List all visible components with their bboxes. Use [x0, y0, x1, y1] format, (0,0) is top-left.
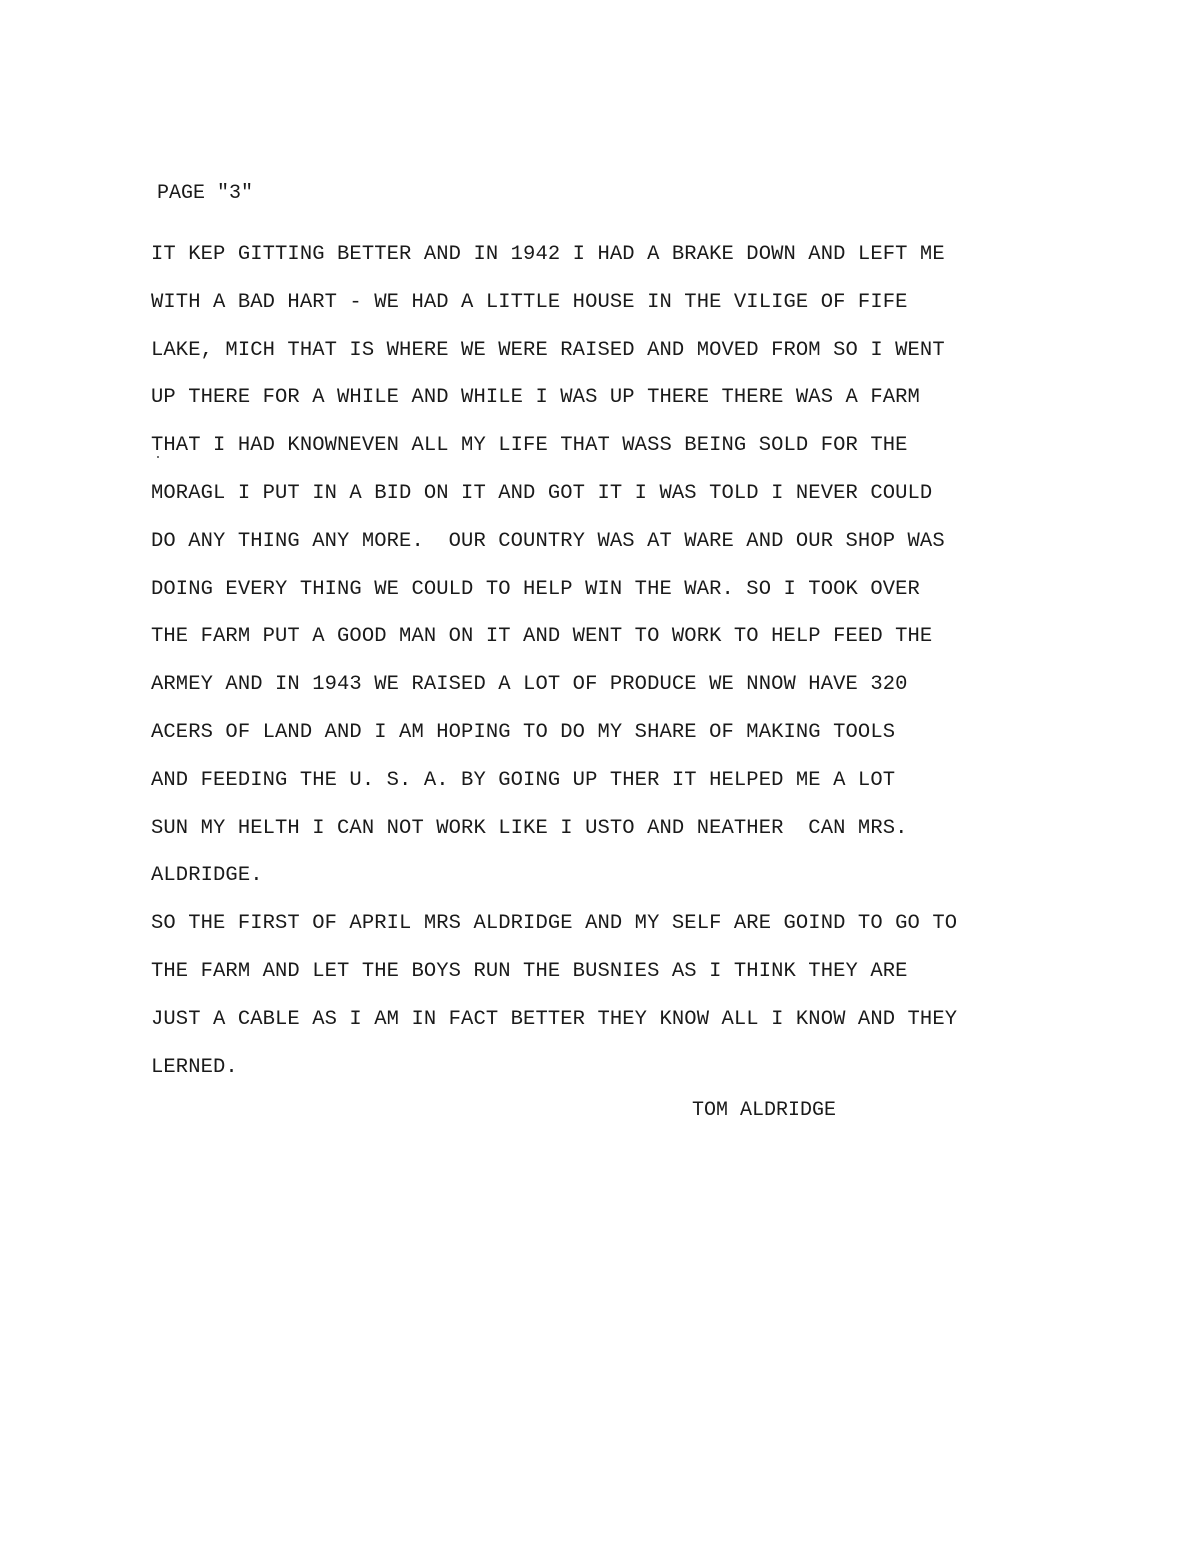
signature-name: TOM ALDRIDGE: [692, 1099, 837, 1122]
body-line: WITH A BAD HART - WE HAD A LITTLE HOUSE IN THE VILIGE OF FIFE: [151, 290, 908, 314]
body-line: THAT I HAD KNOWNEVEN ALL MY LIFE THAT WASS BEING SOLD FOR THE: [151, 434, 908, 458]
body-line: THE FARM PUT A GOOD MAN ON IT AND WENT TO WORK TO HELP FEED THE: [151, 625, 933, 649]
letter-body: [151, 231, 1091, 1091]
body-line: THE FARM AND LET THE BOYS RUN THE BUSNIES AS I THINK THEY ARE: [151, 959, 908, 983]
body-line: LERNED.: [151, 1055, 238, 1079]
page-number-label: PAGE "3": [157, 182, 254, 205]
body-line: ARMEY AND IN 1943 WE RAISED A LOT OF PRODUCE WE NNOW HAVE 320: [151, 673, 908, 697]
body-line: DO ANY THING ANY MORE. OUR COUNTRY WAS AT WARE AND OUR SHOP WAS: [151, 529, 945, 553]
body-line: AND FEEDING THE U. S. A. BY GOING UP THER IT HELPED ME A LOT: [151, 768, 896, 792]
body-line: SO THE FIRST OF APRIL MRS ALDRIDGE AND MY SELF ARE GOIND TO GO TO: [151, 912, 958, 936]
body-line: IT KEP GITTING BETTER AND IN 1942 I HAD A BRAKE DOWN AND LEFT ME: [151, 243, 945, 266]
body-line: ACERS OF LAND AND I AM HOPING TO DO MY SHARE OF MAKING TOOLS: [151, 720, 896, 744]
body-line: LAKE, MICH THAT IS WHERE WE WERE RAISED AND MOVED FROM SO I WENT: [151, 338, 945, 362]
body-line: ALDRIDGE.: [151, 864, 263, 888]
body-line: MORAGL I PUT IN A BID ON IT AND GOT IT I WAS TOLD I NEVER COULD: [151, 481, 933, 505]
body-line: UP THERE FOR A WHILE AND WHILE I WAS UP THERE THERE WAS A FARM: [151, 386, 920, 410]
body-line: JUST A CABLE AS I AM IN FACT BETTER THEY KNOW ALL I KNOW AND THEY: [151, 1007, 958, 1031]
body-line: SUN MY HELTH I CAN NOT WORK LIKE I USTO AND NEATHER CAN MRS.: [151, 816, 908, 840]
body-line: DOING EVERY THING WE COULD TO HELP WIN THE WAR. SO I TOOK OVER: [151, 577, 920, 601]
